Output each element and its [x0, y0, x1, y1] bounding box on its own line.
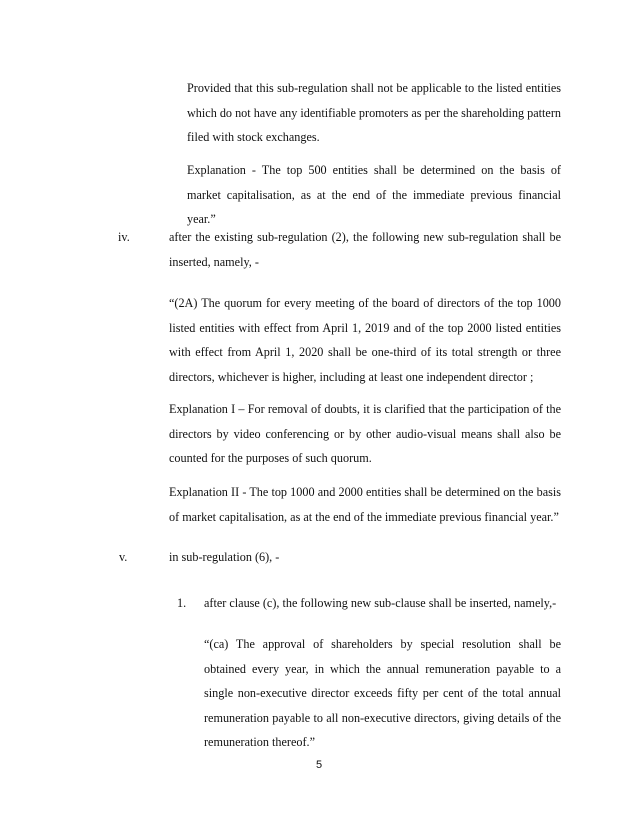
quorum-2a-paragraph: “(2A) The quorum for every meeting of the board of directors of the top 1000 listed entities with effect from April 1, 2019 and of the top 2000 listed entities with effect from April 1, 2020 shall be one-third of its total strength or three directors, whichever is higher, including at least one independent director ; — [169, 296, 561, 384]
clause-ca-paragraph: “(ca) The approval of shareholders by special resolution shall be obtained every year, in which the annual remuneration payable to a single non-executive director exceeds fifty per cent of the total annual remuneration payable to all non-executive directors, giving details of the remuneration thereof.” — [204, 637, 561, 750]
item-v-marker: v. — [119, 550, 128, 564]
subitem-1-marker: 1. — [177, 596, 187, 610]
item-iv-text: after the existing sub-regulation (2), the following new sub-regulation shall be inserted, namely, - — [169, 230, 561, 269]
page-number: 5 — [315, 759, 323, 771]
subitem-1-text: after clause (c), the following new sub-clause shall be inserted, namely,- — [204, 596, 557, 610]
explanation-ii-paragraph: Explanation II - The top 1000 and 2000 entities shall be determined on the basis of market capitalisation, as at the end of the immediate previous financial year.” — [169, 485, 561, 524]
proviso-paragraph: Provided that this sub-regulation shall not be applicable to the listed entities which do not have any identifiable promoters as per the shareholding pattern filed with stock exchanges. — [187, 81, 561, 145]
item-v-text: in sub-regulation (6), - — [169, 550, 280, 564]
explanation-i-paragraph: Explanation I – For removal of doubts, it is clarified that the participation of the directors by video conferencing or by other audio-visual means shall also be counted for the purposes of such quorum. — [169, 402, 561, 466]
item-iv-marker: iv. — [118, 230, 130, 244]
explanation-top500-paragraph: Explanation - The top 500 entities shall be determined on the basis of market capitalisation, as at the end of the immediate previous financial year.” — [187, 163, 561, 227]
